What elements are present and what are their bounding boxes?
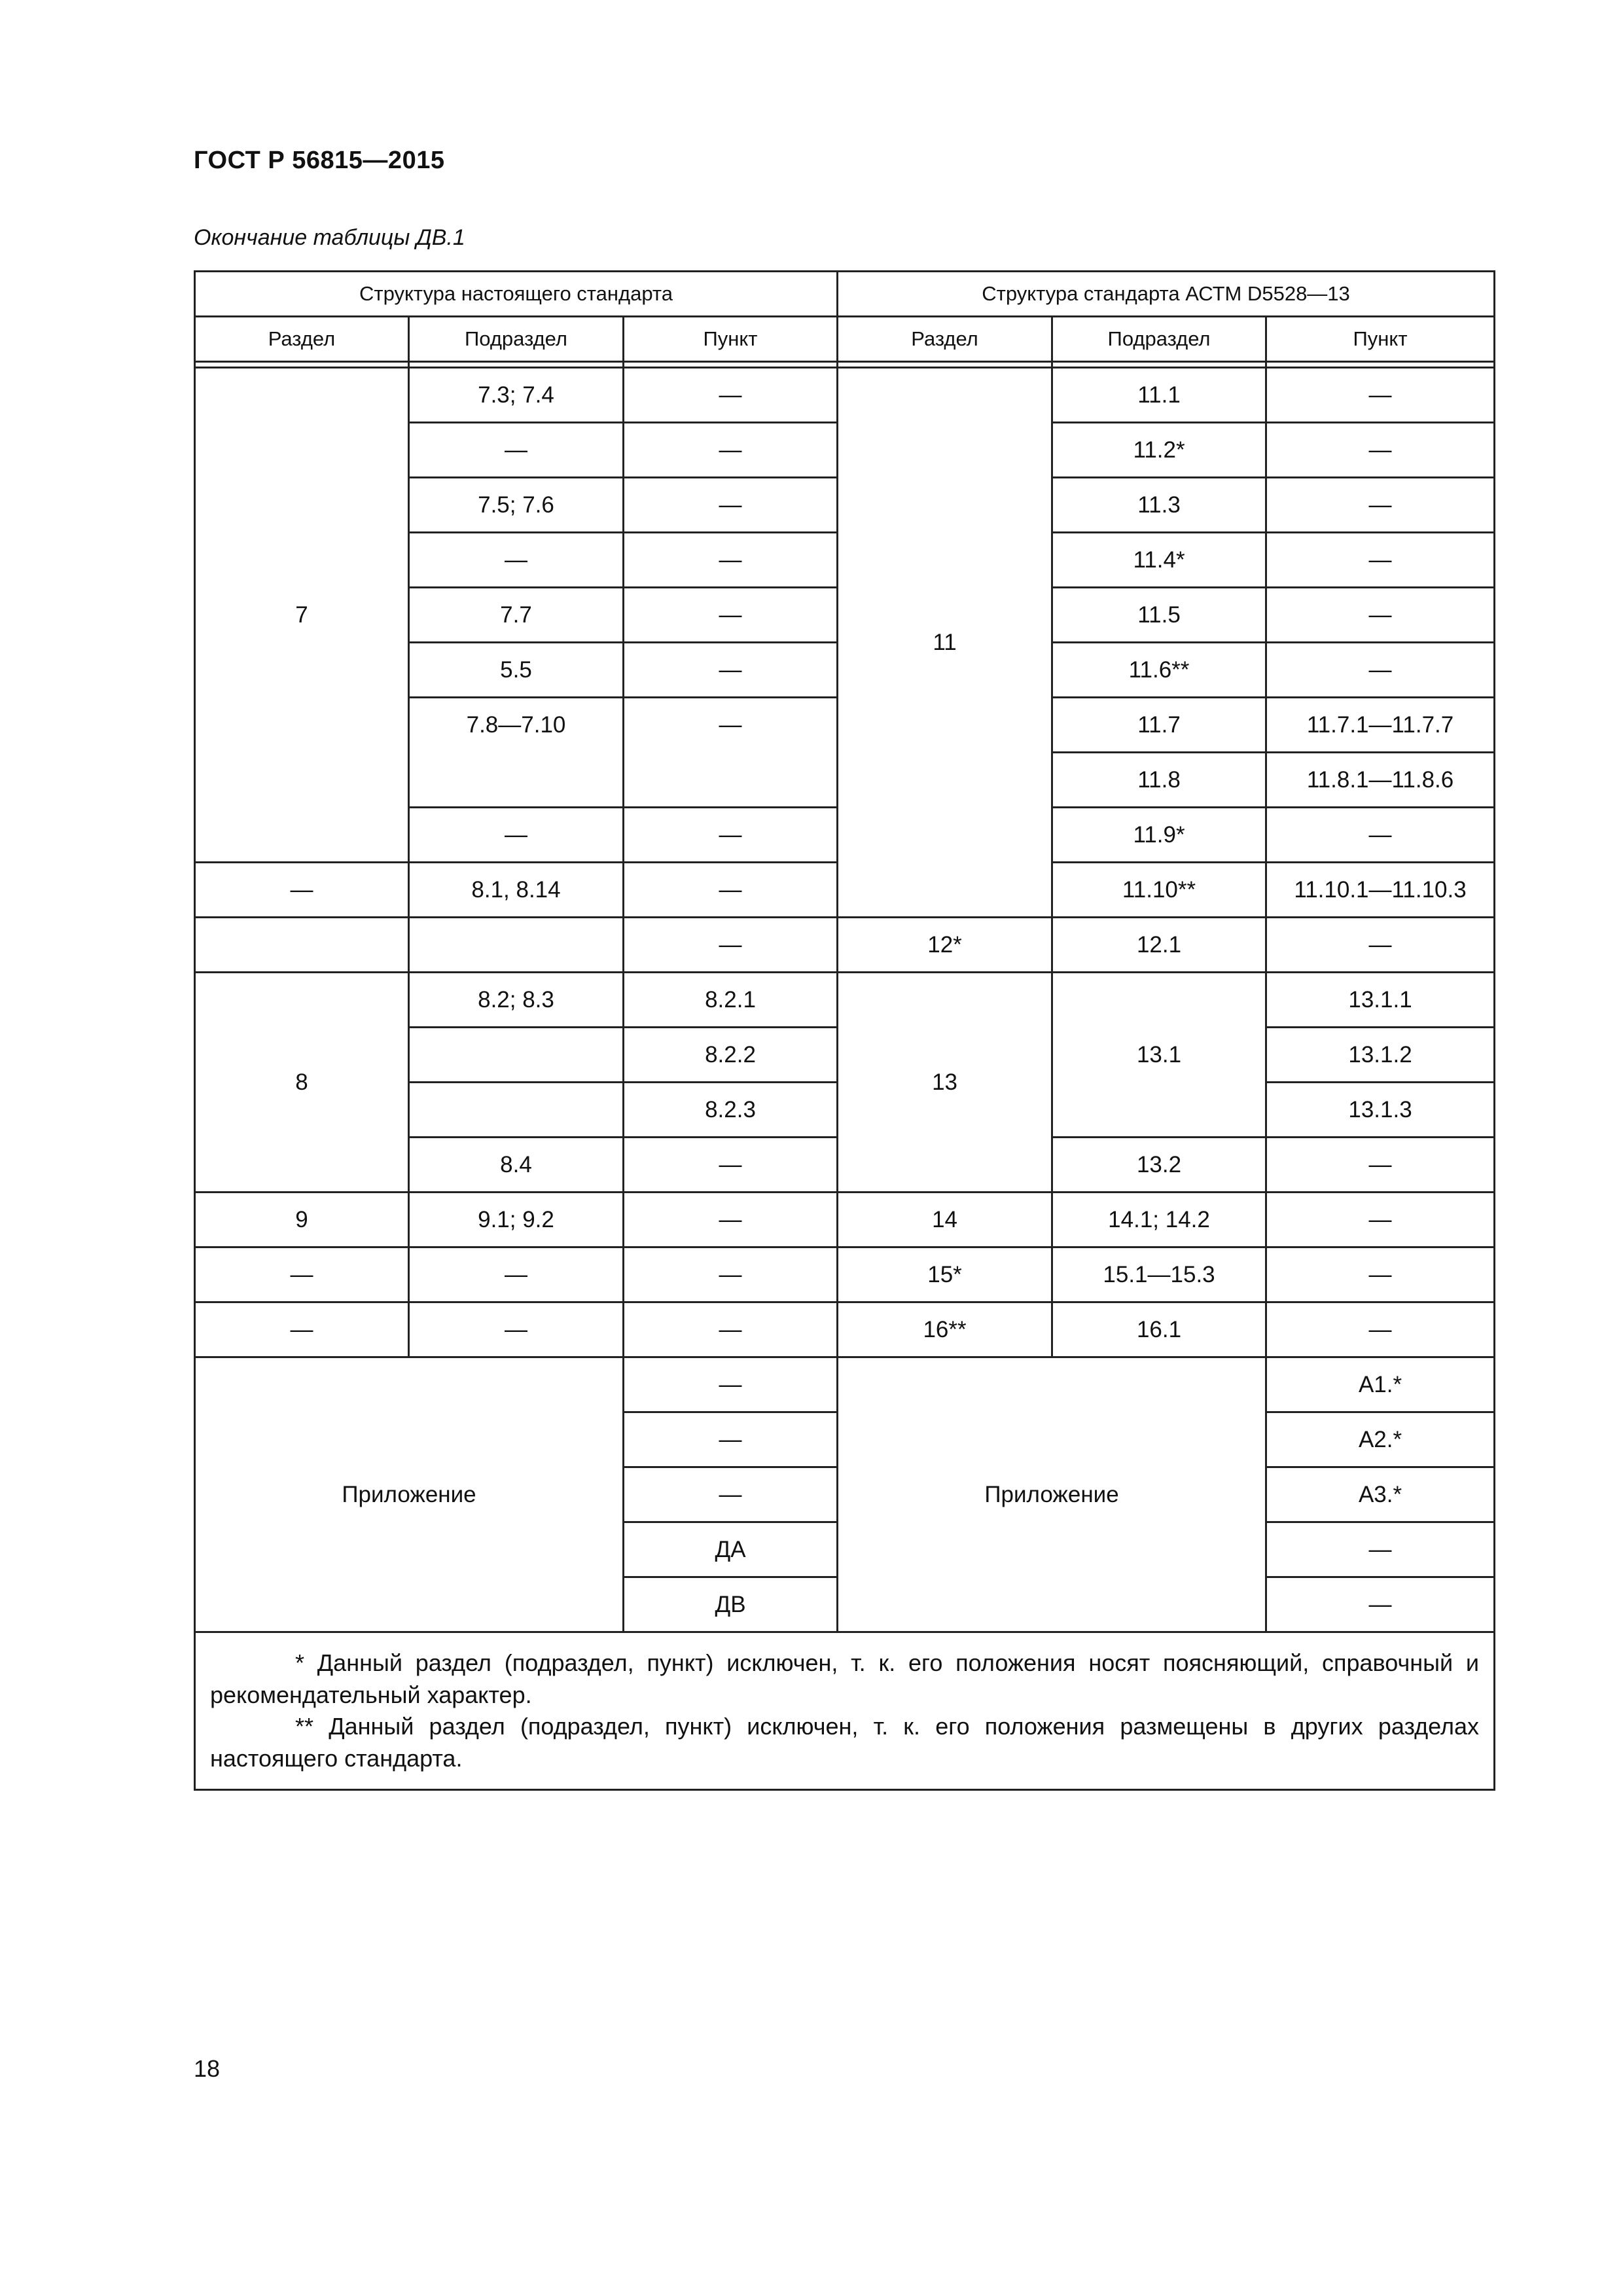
cell-item: 11.8.1—11.8.6 bbox=[1266, 753, 1495, 808]
cell-item: — bbox=[1266, 643, 1495, 698]
footnote-single-asterisk: * Данный раздел (подраздел, пункт) исключен, т. к. его положения носят поясняющий, справочный и рекомендательный характер. bbox=[210, 1649, 1480, 1708]
cell-item: А3.* bbox=[1266, 1467, 1495, 1522]
cell-item: — bbox=[624, 1247, 838, 1302]
cell-subsection bbox=[409, 918, 624, 973]
cell-item: — bbox=[624, 863, 838, 918]
cell-subsection: 15.1—15.3 bbox=[1052, 1247, 1266, 1302]
table-notes bbox=[195, 1632, 1495, 1790]
cell-item: — bbox=[624, 368, 838, 423]
cell-section: 15* bbox=[838, 1247, 1052, 1302]
cell-section: 13 bbox=[838, 973, 1052, 1193]
cell-subsection: 7.3; 7.4 bbox=[409, 368, 624, 423]
cell-subsection: 8.1, 8.14 bbox=[409, 863, 624, 918]
cell-subsection: 13.2 bbox=[1052, 1138, 1266, 1193]
cell-subsection: 11.9* bbox=[1052, 808, 1266, 863]
cell-item: А2.* bbox=[1266, 1412, 1495, 1467]
cell-item: — bbox=[1266, 588, 1495, 643]
cell-appendix-left: Приложение bbox=[195, 1357, 624, 1632]
cell-item: 13.1.1 bbox=[1266, 973, 1495, 1028]
cell-item: — bbox=[1266, 423, 1495, 478]
cell-subsection: 11.10** bbox=[1052, 863, 1266, 918]
table-row bbox=[195, 1357, 1495, 1412]
cell-subsection: 14.1; 14.2 bbox=[1052, 1193, 1266, 1247]
cell-item: — bbox=[1266, 1193, 1495, 1247]
cell-item: ДВ bbox=[624, 1577, 838, 1632]
cell-item: 8.2.2 bbox=[624, 1028, 838, 1083]
cell-subsection bbox=[409, 1028, 624, 1083]
table-notes-row bbox=[195, 1632, 1495, 1790]
table-row bbox=[195, 1247, 1495, 1302]
cell-item: 11.10.1—11.10.3 bbox=[1266, 863, 1495, 918]
cell-subsection: 9.1; 9.2 bbox=[409, 1193, 624, 1247]
cell-subsection: 11.8 bbox=[1052, 753, 1266, 808]
cell-item: — bbox=[624, 478, 838, 533]
cell-item: — bbox=[1266, 808, 1495, 863]
cell-item: — bbox=[624, 1302, 838, 1357]
cell-item: 13.1.2 bbox=[1266, 1028, 1495, 1083]
cell-item: — bbox=[624, 918, 838, 973]
table-row bbox=[195, 973, 1495, 1028]
document-designation: ГОСТ Р 56815—2015 bbox=[194, 147, 445, 174]
page-number: 18 bbox=[194, 2055, 221, 2082]
cell-subsection: 11.5 bbox=[1052, 588, 1266, 643]
cell-subsection: 7.5; 7.6 bbox=[409, 478, 624, 533]
cell-item: — bbox=[624, 533, 838, 588]
col-header-item-right: Пункт bbox=[1266, 317, 1495, 362]
cell-section: 7 bbox=[195, 368, 409, 863]
header-astm-standard: Структура стандарта АСТМ D5528—13 bbox=[838, 272, 1495, 317]
cell-item: А1.* bbox=[1266, 1357, 1495, 1412]
cell-item: — bbox=[624, 1138, 838, 1193]
table-row bbox=[195, 918, 1495, 973]
cell-item: — bbox=[624, 643, 838, 698]
cell-section: 14 bbox=[838, 1193, 1052, 1247]
cell-appendix-right: Приложение bbox=[838, 1357, 1266, 1632]
cell-subsection: — bbox=[409, 1247, 624, 1302]
col-header-item-left: Пункт bbox=[624, 317, 838, 362]
cell-section: 11 bbox=[838, 368, 1052, 918]
cell-item: — bbox=[624, 1467, 838, 1522]
cell-subsection bbox=[409, 1083, 624, 1138]
cell-subsection: 16.1 bbox=[1052, 1302, 1266, 1357]
cell-subsection: 11.1 bbox=[1052, 368, 1266, 423]
cell-section: — bbox=[195, 863, 409, 918]
cell-subsection: 11.6** bbox=[1052, 643, 1266, 698]
cell-subsection: 11.3 bbox=[1052, 478, 1266, 533]
cell-item: — bbox=[624, 588, 838, 643]
col-header-section-left: Раздел bbox=[195, 317, 409, 362]
table-row bbox=[195, 368, 1495, 423]
cell-subsection: — bbox=[409, 423, 624, 478]
cell-item: — bbox=[624, 1193, 838, 1247]
table-row bbox=[195, 1193, 1495, 1247]
cell-item: — bbox=[624, 698, 838, 808]
cell-item: — bbox=[624, 1412, 838, 1467]
cell-item: 13.1.3 bbox=[1266, 1083, 1495, 1138]
cell-subsection: 5.5 bbox=[409, 643, 624, 698]
table-row bbox=[195, 1302, 1495, 1357]
header-this-standard: Структура настоящего стандарта bbox=[195, 272, 838, 317]
cell-section: — bbox=[195, 1247, 409, 1302]
cell-section: 9 bbox=[195, 1193, 409, 1247]
cell-subsection: — bbox=[409, 533, 624, 588]
cell-section: — bbox=[195, 1302, 409, 1357]
cell-item: — bbox=[1266, 368, 1495, 423]
cell-item: — bbox=[1266, 478, 1495, 533]
cell-item: ДА bbox=[624, 1522, 838, 1577]
cell-section: 12* bbox=[838, 918, 1052, 973]
col-header-subsection-right: Подраздел bbox=[1052, 317, 1266, 362]
cell-subsection: 8.2; 8.3 bbox=[409, 973, 624, 1028]
cell-item: 8.2.1 bbox=[624, 973, 838, 1028]
footnote-double-asterisk: ** Данный раздел (подраздел, пункт) исключен, т. к. его положения размещены в других разделах настоящего стандарта. bbox=[210, 1713, 1480, 1772]
table-caption: Окончание таблицы ДВ.1 bbox=[194, 225, 465, 250]
cell-item: — bbox=[1266, 1577, 1495, 1632]
cell-item: — bbox=[1266, 533, 1495, 588]
cell-item: 11.7.1—11.7.7 bbox=[1266, 698, 1495, 753]
cell-subsection: 12.1 bbox=[1052, 918, 1266, 973]
cell-subsection: 11.7 bbox=[1052, 698, 1266, 753]
cell-item: 8.2.3 bbox=[624, 1083, 838, 1138]
col-header-subsection-left: Подраздел bbox=[409, 317, 624, 362]
cell-item: — bbox=[1266, 918, 1495, 973]
cell-item: — bbox=[1266, 1522, 1495, 1577]
cell-subsection: 13.1 bbox=[1052, 973, 1266, 1138]
cell-subsection: 8.4 bbox=[409, 1138, 624, 1193]
cell-section: 8 bbox=[195, 973, 409, 1193]
col-header-section-right: Раздел bbox=[838, 317, 1052, 362]
cell-item: — bbox=[1266, 1247, 1495, 1302]
cell-item: — bbox=[624, 423, 838, 478]
cell-item: — bbox=[1266, 1302, 1495, 1357]
cell-subsection: 7.8—7.10 bbox=[409, 698, 624, 808]
correspondence-table bbox=[194, 270, 1495, 1791]
cell-section: 16** bbox=[838, 1302, 1052, 1357]
cell-section bbox=[195, 918, 409, 973]
cell-item: — bbox=[624, 1357, 838, 1412]
cell-subsection: — bbox=[409, 1302, 624, 1357]
cell-item: — bbox=[624, 808, 838, 863]
cell-subsection: 7.7 bbox=[409, 588, 624, 643]
cell-subsection: — bbox=[409, 808, 624, 863]
cell-item: — bbox=[1266, 1138, 1495, 1193]
cell-subsection: 11.4* bbox=[1052, 533, 1266, 588]
cell-subsection: 11.2* bbox=[1052, 423, 1266, 478]
